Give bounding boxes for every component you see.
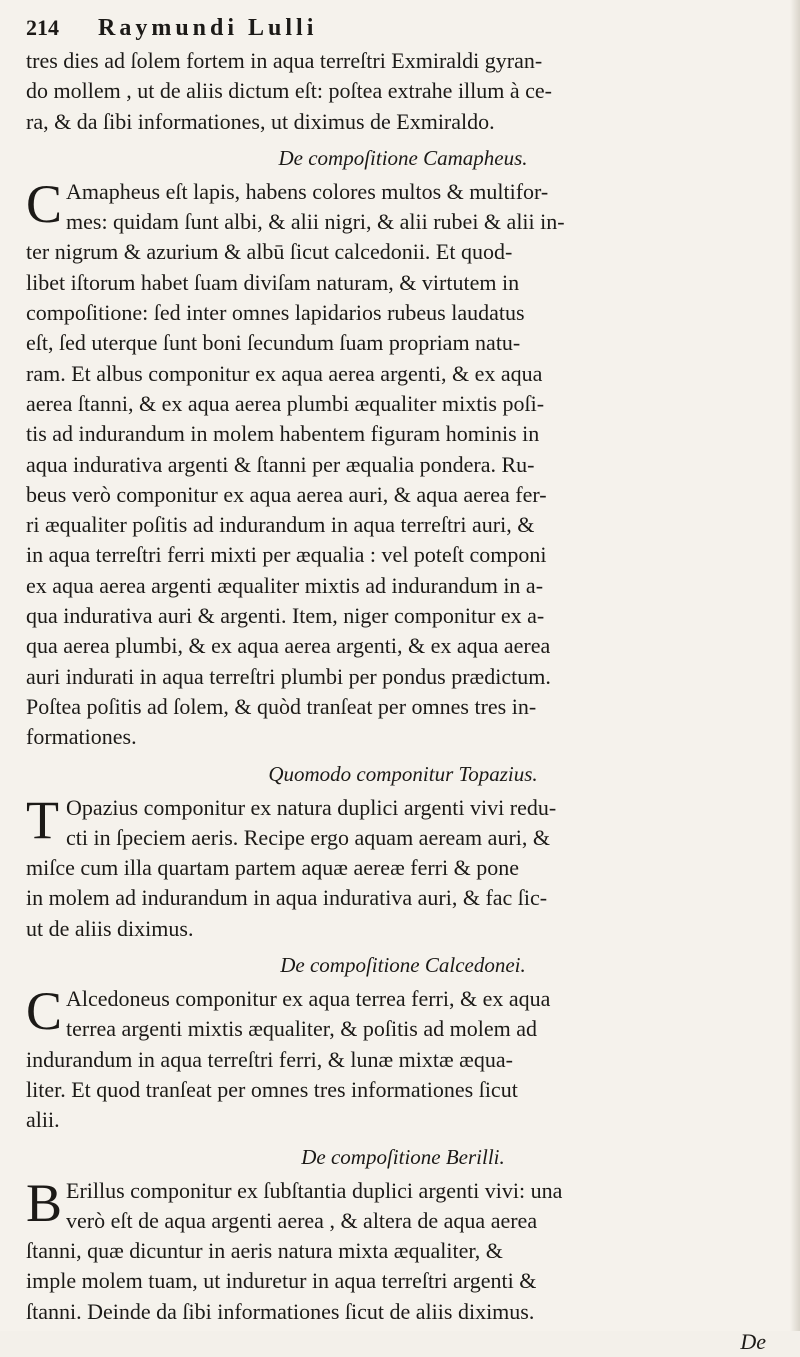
text-line: aerea ſtanni, & ex aqua aerea plumbi æqualiter mixtis poſi-: [26, 390, 545, 416]
text-line: compoſitione: ſed inter omnes lapidarios rubeus laudatus: [26, 300, 525, 326]
text-line: ut de aliis diximus.: [26, 915, 194, 941]
section-paragraph: [26, 173, 780, 753]
text-line: Amapheus eſt lapis, habens colores multos & multifor-: [66, 178, 549, 204]
intro-paragraph: [26, 46, 780, 137]
text-line: do mollem , ut de aliis dictum eſt: poſtea extrahe illum à ce-: [26, 78, 553, 104]
text-line: tis ad indurandum in molem habentem figuram hominis in: [26, 421, 540, 447]
section-paragraph: [26, 981, 780, 1135]
running-title: Raymundi Lulli: [98, 15, 318, 41]
section-heading: De compoſitione Calcedonei.: [280, 953, 526, 978]
text-line: mes: quidam ſunt albi, & alii nigri, & alii rubei & alii in-: [66, 209, 565, 235]
page-number: 214: [26, 15, 59, 40]
text-line: auri indurati in aqua terreſtri plumbi per pondus prædictum.: [26, 663, 551, 689]
sections-container: [26, 142, 780, 1327]
text-line: libet iſtorum habet ſuam diviſam naturam, & virtutem in: [26, 269, 520, 295]
text-line: ri æqualiter poſitis ad indurandum in aqua terreſtri auri, &: [26, 512, 535, 538]
text-line: in aqua terreſtri ferri mixti per æqualia : vel poteſt componi: [26, 542, 547, 568]
drop-capital: C: [26, 173, 63, 234]
text-line: beus verò componitur ex aqua aerea auri, & aqua aerea fer-: [26, 481, 547, 507]
text-line: imple molem tuam, ut induretur in aqua terreſtri argenti &: [26, 1268, 537, 1294]
text-line: qua indurativa auri & argenti. Item, niger componitur ex a-: [26, 603, 545, 629]
text-line: ram. Et albus componitur ex aqua aerea argenti, & ex aqua: [26, 360, 543, 386]
section-heading: De compoſitione Berilli.: [301, 1144, 505, 1169]
text-line: alii.: [26, 1107, 60, 1133]
drop-capital: B: [26, 1172, 63, 1233]
text-line: formationes.: [26, 724, 137, 750]
text-line: aqua indurativa argenti & ſtanni per æqualia pondera. Ru-: [26, 451, 535, 477]
text-line: liter. Et quod tranſeat per omnes tres informationes ſicut: [26, 1076, 518, 1102]
catchword: De: [740, 1328, 766, 1354]
text-line: ter nigrum & azurium & albū ſicut calcedonii. Et quod-: [26, 239, 513, 265]
text-line: qua aerea plumbi, & ex aqua aerea argenti, & ex aqua aerea: [26, 633, 551, 659]
text-line: terrea argenti mixtis æqualiter, & poſitis ad molem ad: [66, 1016, 537, 1042]
text-line: Erillus componitur ex ſubſtantia duplici argenti vivi: una: [66, 1177, 563, 1203]
text-line: cti in ſpeciem aeris. Recipe ergo aquam aeream auri, &: [66, 824, 550, 850]
drop-capital: T: [26, 789, 59, 850]
text-line: eſt, ſed uterque ſunt boni ſecundum ſuam propriam natu-: [26, 330, 521, 356]
section-paragraph: [26, 789, 780, 944]
text-line: indurandum in aqua terreſtri ferri, & lunæ mixtæ æqua-: [26, 1046, 513, 1072]
text-line: Alcedoneus componitur ex aqua terrea ferri, & ex aqua: [66, 986, 551, 1012]
text-line: in molem ad indurandum in aqua indurativa auri, & fac ſic-: [26, 885, 548, 911]
page-edge: [790, 0, 800, 1331]
text-line: verò eſt de aqua argenti aerea , & altera de aqua aerea: [66, 1207, 538, 1233]
section-heading: Quomodo componitur Topazius.: [268, 761, 538, 786]
section-paragraph: [26, 1172, 780, 1327]
text-line: Opazius componitur ex natura duplici argenti vivi redu-: [66, 794, 557, 820]
drop-capital: C: [26, 981, 63, 1042]
running-head: [26, 14, 780, 42]
section-heading: De compoſitione Camapheus.: [278, 145, 528, 170]
text-line: ra, & da ſibi informationes, ut diximus de Exmiraldo.: [26, 108, 495, 134]
text-line: ſtanni. Deinde da ſibi informationes ſicut de aliis diximus.: [26, 1298, 535, 1324]
text-line: miſce cum illa quartam partem aquæ aereæ ferri & pone: [26, 855, 519, 881]
text-line: tres dies ad ſolem fortem in aqua terreſtri Exmiraldi gyran-: [26, 48, 543, 73]
text-line: Poſtea poſitis ad ſolem, & quòd tranſeat per omnes tres in-: [26, 693, 537, 719]
text-line: ex aqua aerea argenti æqualiter mixtis ad indurandum in a-: [26, 572, 544, 598]
text-line: ſtanni, quæ dicuntur in aeris natura mixta æqualiter, &: [26, 1238, 503, 1264]
